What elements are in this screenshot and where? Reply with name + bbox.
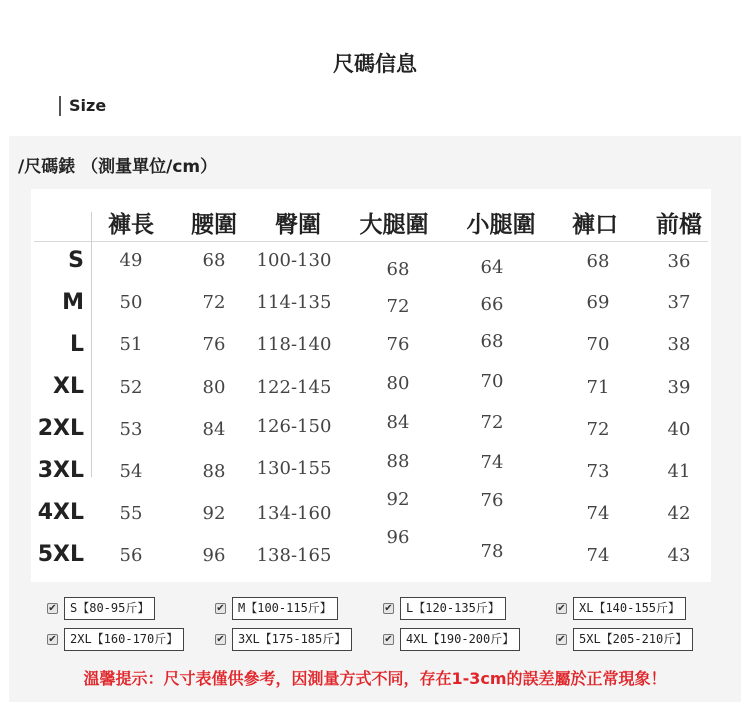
header-thigh: 大腿圍 [359, 212, 429, 238]
table-cell: 84 [202, 419, 226, 440]
size-label: XL [53, 374, 84, 399]
table-cell: 42 [667, 503, 691, 524]
table-cell: 38 [667, 334, 691, 355]
table-cell: 92 [386, 489, 410, 510]
table-cell: 53 [119, 419, 143, 440]
header-hip: 臀圍 [275, 212, 321, 238]
weight-tag-xl[interactable] [556, 597, 686, 620]
header-calf: 小腿圍 [466, 212, 536, 238]
table-cell: 74 [586, 545, 610, 566]
table-cell: 37 [667, 292, 691, 313]
header-leg-opening: 褲口 [572, 212, 618, 238]
weight-tag-label: 3XL【175-185斤】 [232, 628, 352, 651]
table-cell: 80 [202, 377, 226, 398]
weight-tag-label: S【80-95斤】 [64, 597, 155, 620]
header-divider [34, 241, 708, 242]
weight-tag-4xl[interactable] [383, 628, 520, 651]
checkbox-icon[interactable]: ✔ [216, 603, 225, 614]
table-cell: 73 [586, 461, 610, 482]
table-cell: 56 [119, 545, 143, 566]
table-cell: 71 [586, 377, 610, 398]
table-cell: 88 [386, 451, 410, 472]
table-cell: 138-165 [256, 545, 332, 566]
checkbox-icon[interactable]: ✔ [384, 634, 393, 645]
table-cell: 88 [202, 461, 226, 482]
table-cell: 126-150 [256, 416, 332, 437]
size-label: S [68, 248, 84, 273]
weight-tag-s[interactable] [47, 597, 155, 620]
checkbox-icon[interactable]: ✔ [557, 603, 566, 614]
weight-tag-3xl[interactable] [215, 628, 352, 651]
weight-tag-label: XL【140-155斤】 [573, 597, 686, 620]
table-cell: 74 [480, 452, 504, 473]
table-cell: 43 [667, 545, 691, 566]
table-cell: 51 [119, 334, 143, 355]
table-cell: 78 [480, 541, 504, 562]
table-cell: 114-135 [256, 292, 332, 313]
weight-tag-5xl[interactable] [556, 628, 693, 651]
table-cell: 72 [480, 412, 504, 433]
table-cell: 68 [386, 259, 410, 280]
table-cell: 76 [480, 490, 504, 511]
table-cell: 40 [667, 419, 691, 440]
header-length: 褲長 [108, 212, 154, 238]
table-cell: 68 [480, 331, 504, 352]
size-label: 3XL [37, 458, 84, 483]
size-chart-subtitle: /尺碼錶 （測量單位/cm） [18, 157, 218, 177]
table-cell: 74 [586, 503, 610, 524]
size-label: M [62, 290, 84, 315]
table-cell: 64 [480, 257, 504, 278]
header-waist: 腰圍 [191, 212, 237, 238]
table-cell: 72 [202, 292, 226, 313]
size-label: L [69, 332, 84, 357]
table-cell: 122-145 [256, 377, 332, 398]
checkbox-icon[interactable]: ✔ [557, 634, 566, 645]
table-cell: 96 [202, 545, 226, 566]
table-cell: 118-140 [256, 334, 332, 355]
table-cell: 76 [202, 334, 226, 355]
table-cell: 84 [386, 412, 410, 433]
table-cell: 68 [586, 251, 610, 272]
table-cell: 49 [119, 250, 143, 271]
table-cell: 130-155 [256, 458, 332, 479]
table-cell: 134-160 [256, 503, 332, 524]
weight-tag-label: 4XL【190-200斤】 [400, 628, 520, 651]
size-label: 5XL [37, 542, 84, 567]
table-cell: 92 [202, 503, 226, 524]
table-cell: 41 [667, 461, 691, 482]
size-heading: Size [59, 96, 106, 116]
checkbox-icon[interactable]: ✔ [216, 634, 225, 645]
table-cell: 66 [480, 294, 504, 315]
page-title: 尺碼信息 [333, 52, 417, 76]
size-notice: 溫馨提示：尺寸表僅供參考，因測量方式不同，存在1-3cm的誤差屬於正常現象！ [83, 669, 667, 688]
size-label: 2XL [37, 416, 84, 441]
weight-tag-m[interactable] [215, 597, 338, 620]
size-column-divider [91, 212, 92, 477]
weight-tag-label: M【100-115斤】 [232, 597, 338, 620]
table-cell: 72 [386, 296, 410, 317]
weight-tag-label: 2XL【160-170斤】 [64, 628, 184, 651]
table-cell: 36 [667, 251, 691, 272]
table-cell: 39 [667, 377, 691, 398]
table-cell: 68 [202, 250, 226, 271]
table-cell: 55 [119, 503, 143, 524]
table-cell: 72 [586, 419, 610, 440]
header-rise: 前檔 [656, 212, 702, 238]
table-cell: 54 [119, 461, 143, 482]
table-cell: 70 [586, 334, 610, 355]
table-cell: 100-130 [256, 250, 332, 271]
table-cell: 69 [586, 292, 610, 313]
table-cell: 80 [386, 373, 410, 394]
checkbox-icon[interactable]: ✔ [48, 634, 57, 645]
table-cell: 76 [386, 334, 410, 355]
checkbox-icon[interactable]: ✔ [384, 603, 393, 614]
weight-tag-label: L【120-135斤】 [400, 597, 506, 620]
table-cell: 50 [119, 292, 143, 313]
size-label: 4XL [37, 500, 84, 525]
weight-tag-label: 5XL【205-210斤】 [573, 628, 693, 651]
weight-tag-2xl[interactable] [47, 628, 184, 651]
checkbox-icon[interactable]: ✔ [48, 603, 57, 614]
table-cell: 70 [480, 371, 504, 392]
table-cell: 52 [119, 377, 143, 398]
table-cell: 96 [386, 527, 410, 548]
weight-tag-l[interactable] [383, 597, 506, 620]
